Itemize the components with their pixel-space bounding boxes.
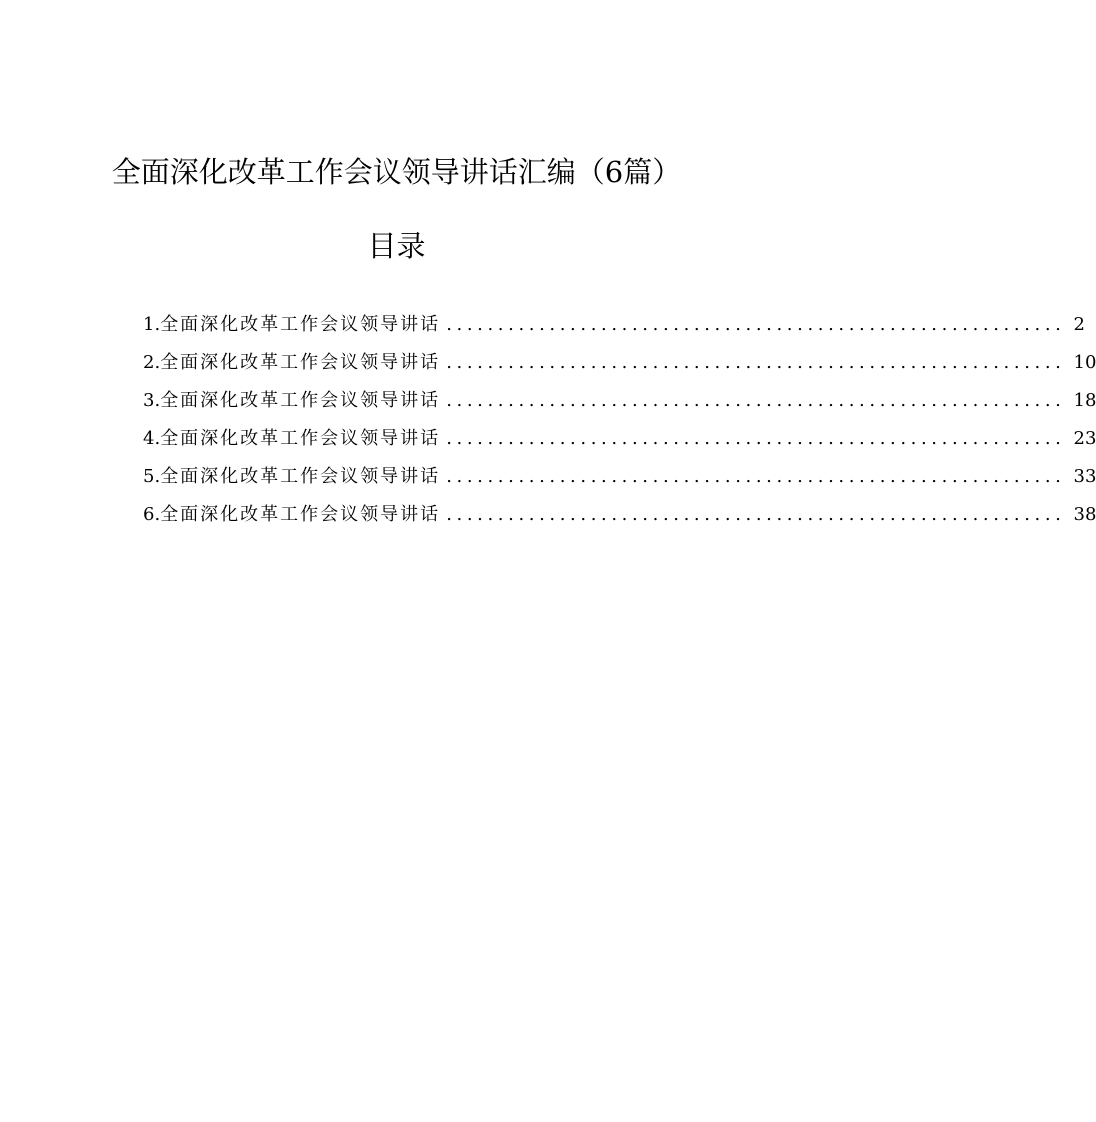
toc-entry-number: 3. (143, 390, 161, 411)
toc-entry[interactable] (143, 344, 1096, 382)
document-title: 全面深化改革工作会议领导讲话汇编（6篇） (111, 155, 682, 189)
toc-dot-leader: ............................................................ (446, 314, 1066, 335)
toc-entry-number: 5. (143, 466, 161, 487)
toc-entry-page: 2 (1073, 314, 1085, 335)
toc-entry[interactable] (143, 420, 1096, 458)
toc-entry-title: 全面深化改革工作会议领导讲话 (160, 352, 441, 373)
toc-entry[interactable] (143, 496, 1096, 534)
toc-dot-leader: ............................................................ (446, 390, 1066, 411)
toc-dot-leader: ............................................................ (446, 466, 1066, 487)
toc-entry-page: 33 (1073, 466, 1096, 487)
toc-entry-number: 2. (143, 352, 161, 373)
toc-entry-title: 全面深化改革工作会议领导讲话 (160, 504, 441, 525)
toc-entry-title: 全面深化改革工作会议领导讲话 (160, 428, 441, 449)
toc-entry-title: 全面深化改革工作会议领导讲话 (160, 314, 441, 335)
table-of-contents (143, 306, 1096, 534)
toc-dot-leader: ............................................................ (446, 428, 1066, 449)
toc-entry[interactable] (143, 458, 1096, 496)
toc-entry-page: 18 (1073, 390, 1096, 411)
toc-entry-title: 全面深化改革工作会议领导讲话 (160, 466, 441, 487)
toc-dot-leader: ............................................................ (446, 504, 1066, 525)
toc-entry[interactable] (143, 306, 1085, 344)
toc-entry-page: 38 (1073, 504, 1096, 525)
toc-entry-number: 6. (143, 504, 161, 525)
toc-entry-page: 23 (1073, 428, 1096, 449)
toc-entry-title: 全面深化改革工作会议领导讲话 (160, 390, 441, 411)
toc-entry-page: 10 (1073, 352, 1096, 373)
toc-entry-number: 1. (143, 314, 161, 335)
toc-entry-number: 4. (143, 428, 161, 449)
toc-dot-leader: ............................................................ (446, 352, 1066, 373)
toc-entry[interactable] (143, 382, 1096, 420)
toc-heading: 目录 (367, 229, 426, 263)
